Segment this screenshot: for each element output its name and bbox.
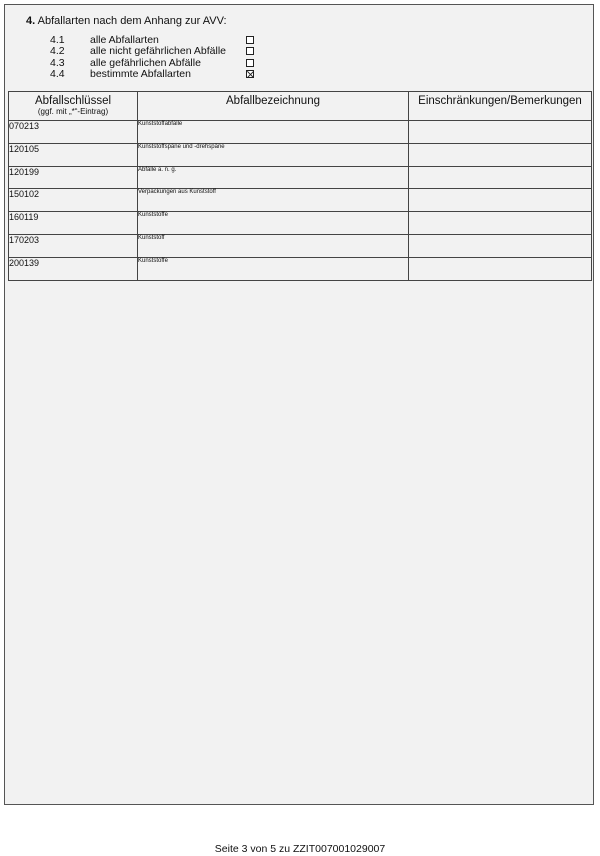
cell-code: 150102 — [9, 189, 138, 212]
option-checkbox-4-1[interactable] — [246, 36, 254, 44]
header-designation-label: Abfallbezeichnung — [226, 95, 320, 107]
table-row — [9, 234, 592, 257]
option-label: alle gefährlichen Abfälle — [90, 56, 201, 69]
option-label: alle nicht gefährlichen Abfälle — [90, 45, 227, 58]
option-checkbox-4-4[interactable] — [246, 70, 254, 78]
cell-remarks[interactable] — [409, 189, 592, 212]
option-checkbox-4-3[interactable] — [246, 59, 254, 67]
section-title — [26, 15, 227, 27]
table-row — [9, 257, 592, 280]
cell-remarks[interactable] — [409, 257, 592, 280]
header-remarks — [409, 92, 592, 121]
table-row — [9, 189, 592, 212]
option-number: 4.2 — [50, 45, 65, 58]
cell-code: 200139 — [9, 257, 138, 280]
option-label: alle Abfallarten — [90, 33, 159, 46]
header-remarks-label: Einschränkungen/Bemerkungen — [418, 95, 582, 107]
option-label: bestimmte Abfallarten — [90, 68, 191, 81]
option-row — [50, 46, 254, 58]
option-row — [50, 69, 254, 81]
table-row — [9, 212, 592, 235]
option-row — [50, 34, 254, 46]
header-waste-code-sub: (ggf. mit „*“-Eintrag) — [37, 107, 109, 116]
cell-designation: Kunststoffabfälle — [138, 121, 409, 144]
cell-code: 160119 — [9, 212, 138, 235]
cell-designation: Abfälle a. n. g. — [138, 166, 409, 189]
cell-remarks[interactable] — [409, 121, 592, 144]
cell-designation: Kunststoffe — [138, 212, 409, 235]
cell-code: 120199 — [9, 166, 138, 189]
header-designation — [138, 92, 409, 121]
cell-designation: Kunststoff — [138, 234, 409, 257]
cell-designation: Verpackungen aus Kunststoff — [138, 189, 409, 212]
cell-code: 170203 — [9, 234, 138, 257]
header-waste-code-label: Abfallschlüssel — [34, 95, 112, 107]
cell-remarks[interactable] — [409, 143, 592, 166]
option-number: 4.3 — [50, 56, 65, 69]
cell-remarks[interactable] — [409, 234, 592, 257]
option-number: 4.1 — [50, 33, 65, 46]
option-number: 4.4 — [50, 68, 65, 81]
table-row — [9, 143, 592, 166]
option-row — [50, 57, 254, 69]
cell-code: 120105 — [9, 143, 138, 166]
cell-code: 070213 — [9, 121, 138, 144]
waste-codes-table — [8, 91, 592, 281]
page-footer: Seite 3 von 5 zu ZZIT007001029007 — [214, 843, 386, 855]
option-checkbox-4-2[interactable] — [246, 47, 254, 55]
section-title-text: Abfallarten nach dem Anhang zur AVV: — [37, 15, 227, 27]
section-number: 4. — [26, 15, 36, 27]
cell-designation: Kunststoffe — [138, 257, 409, 280]
table-header-row — [9, 92, 592, 121]
table-row — [9, 121, 592, 144]
header-waste-code — [9, 92, 138, 121]
waste-type-options — [50, 34, 254, 80]
cell-designation: Kunststoffspäne und -drehspäne — [138, 143, 409, 166]
cell-remarks[interactable] — [409, 212, 592, 235]
cell-remarks[interactable] — [409, 166, 592, 189]
table-row — [9, 166, 592, 189]
